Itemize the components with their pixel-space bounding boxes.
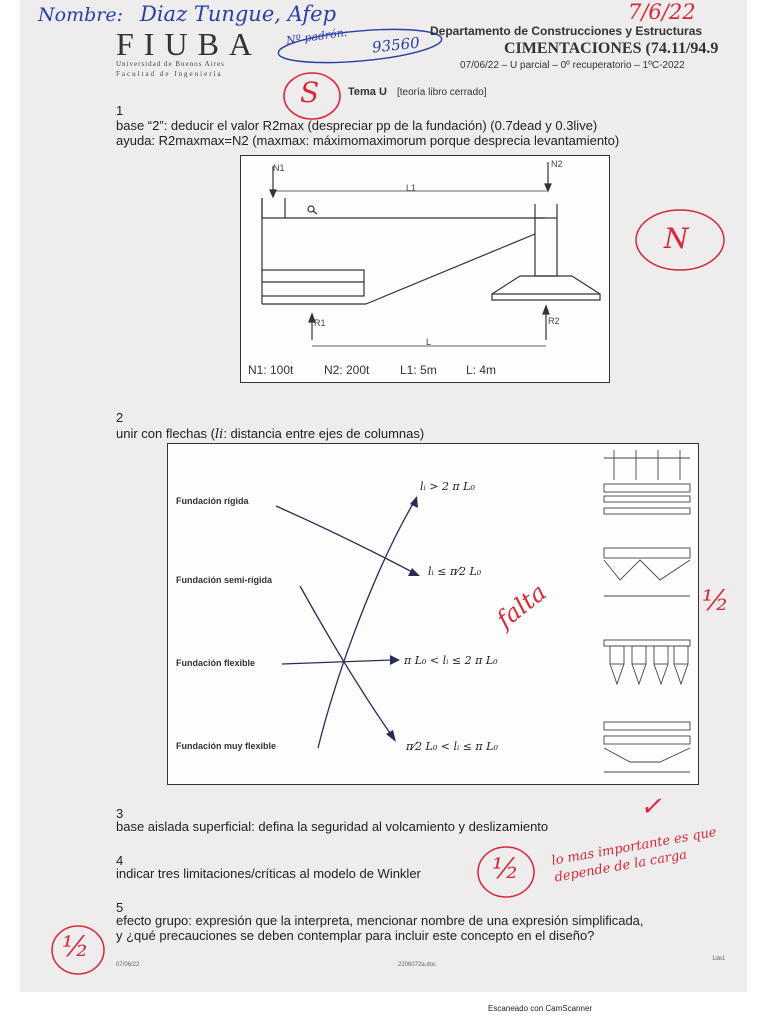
scanner-watermark: Escaneado con CamScanner bbox=[488, 1004, 593, 1013]
overall-grade: S bbox=[300, 76, 320, 109]
footer-date: 07/06/22 bbox=[116, 962, 140, 968]
q2-left-very-flexible: Fundación muy flexible bbox=[176, 741, 277, 751]
q1-line2: ayuda: R2maxmax=N2 (maxmax: máximomaximorum porque desprecia levantamiento) bbox=[116, 133, 620, 148]
value-l: L: 4m bbox=[466, 363, 497, 377]
padron-label: Nº padrón: bbox=[285, 25, 349, 48]
q2-right-4: π⁄2 L₀ < lᵢ ≤ π L₀ bbox=[406, 740, 498, 753]
q5-line1: efecto grupo: expresión que la interpreta, mencionar nombre de una expresión simplificada, bbox=[116, 913, 644, 928]
course-name: CIMENTACIONES (74.11/94.9 bbox=[504, 40, 719, 57]
q1-line1: base “2”: deducir el valor R2max (despreciar pp de la fundación) (0.7dead y 0.3live) bbox=[116, 118, 598, 133]
q1-number: 1 bbox=[116, 103, 124, 118]
department-name: Departamento de Construcciones y Estructuras bbox=[430, 24, 703, 38]
q2-number: 2 bbox=[116, 410, 124, 425]
q2-comment: falta bbox=[491, 578, 552, 634]
q2-right-1: lᵢ > 2 π L₀ bbox=[420, 480, 475, 493]
university-name: Universidad de Buenos Aires bbox=[116, 60, 225, 68]
footer-page: 1de1 bbox=[712, 956, 726, 962]
handwritten-date: 7/6/22 bbox=[628, 0, 696, 24]
padron-value: 93560 bbox=[371, 33, 421, 57]
value-n1: N1: 100t bbox=[248, 363, 294, 377]
q2-left-rigid: Fundación rígida bbox=[176, 496, 249, 506]
q4-grade: ½ bbox=[492, 852, 520, 885]
tema-note: [teoría libro cerrado] bbox=[397, 87, 487, 98]
label-n2: N2 bbox=[551, 159, 563, 169]
q2-right-2: lᵢ ≤ π⁄2 L₀ bbox=[428, 565, 482, 578]
q5-grade: ½ bbox=[62, 930, 90, 963]
q3-check: ✓ bbox=[640, 792, 662, 822]
q4-text: indicar tres limitaciones/críticas al modelo de Winkler bbox=[116, 866, 421, 881]
q2-left-semirigid: Fundación semi-rígida bbox=[176, 575, 273, 585]
label-r1: R1 bbox=[314, 318, 326, 328]
faculty-name: Facultad de Ingeniería bbox=[116, 70, 223, 78]
student-name-label: Nombre: bbox=[38, 4, 123, 26]
value-l1: L1: 5m bbox=[400, 363, 437, 377]
label-l1: L1 bbox=[406, 183, 417, 193]
label-r2: R2 bbox=[548, 316, 560, 326]
q1-grade: N bbox=[664, 222, 689, 255]
label-l: L bbox=[426, 337, 432, 347]
tema-label: Tema U bbox=[348, 86, 387, 98]
q2-right-3: π L₀ < lᵢ ≤ 2 π L₀ bbox=[404, 654, 498, 667]
q4-number: 4 bbox=[116, 853, 124, 868]
q2-prompt: unir con flechas (li: distancia entre ejes de columnas) bbox=[116, 426, 425, 442]
q3-number: 3 bbox=[116, 806, 124, 821]
q4-comment: lo mas importante es que depende de la carga bbox=[550, 824, 718, 886]
student-name: Diaz Tungue, Afep bbox=[140, 2, 337, 26]
q3-text: base aislada superficial: defina la seguridad al volcamiento y deslizamiento bbox=[116, 819, 549, 834]
q5-line2: y ¿qué precauciones se deben contemplar para incluir este concepto en el diseño? bbox=[116, 928, 595, 943]
footer-filename: 2206072a.doc bbox=[398, 962, 437, 968]
label-n1: N1 bbox=[273, 163, 285, 173]
exam-info: 07/06/22 – U parcial – 0º recuperatorio – 1ºC-2022 bbox=[460, 60, 685, 71]
q5-number: 5 bbox=[116, 900, 124, 915]
value-n2: N2: 200t bbox=[324, 363, 370, 377]
q2-left-flexible: Fundación flexible bbox=[176, 658, 256, 668]
fiuba-logo: FIUBA bbox=[116, 26, 263, 62]
q2-grade: ½ bbox=[702, 584, 730, 617]
